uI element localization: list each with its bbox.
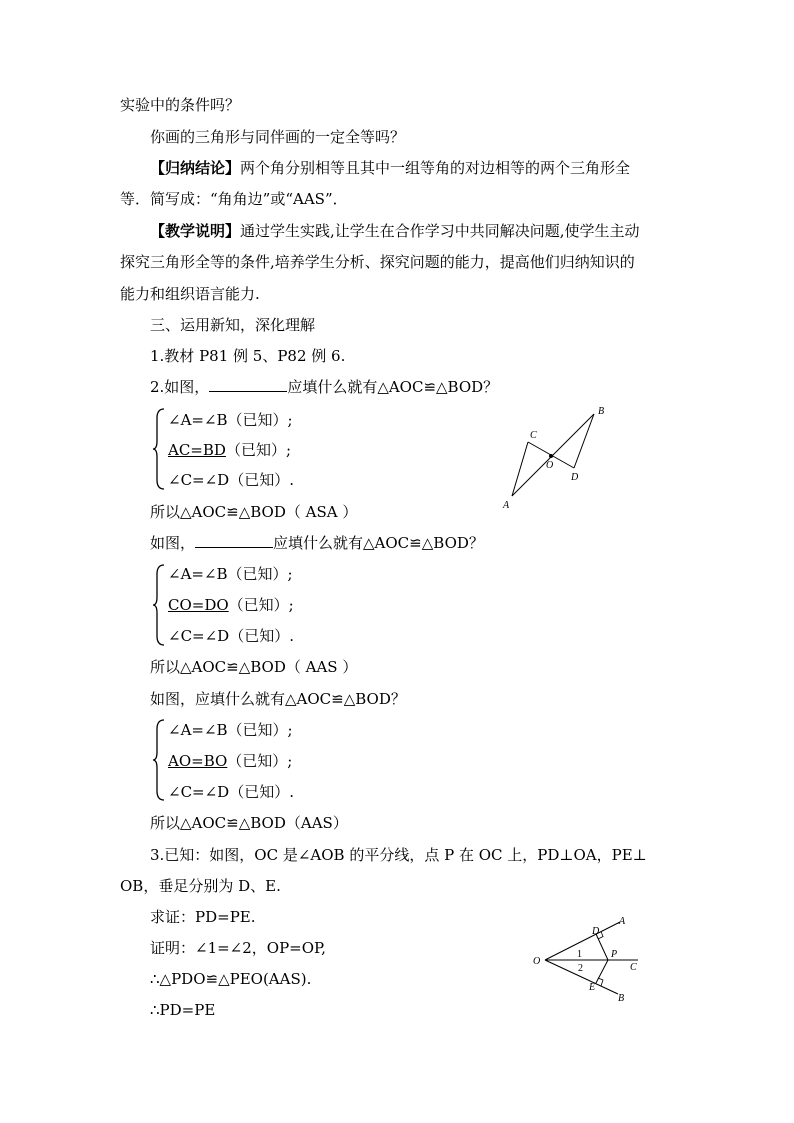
question-3-line-1: 3.已知：如图，OC 是∠AOB 的平分线，点 P 在 OC 上，PD⊥OA，PE⊥ bbox=[150, 846, 647, 864]
figure-1-label-d: D bbox=[571, 472, 579, 483]
case-3-line-1: ∠A=∠B（已知）; bbox=[168, 721, 293, 739]
figure-2-label-b: B bbox=[618, 993, 625, 1004]
teaching-note-text-1: 通过学生实践,让学生在合作学习中共同解决问题,使学生主动 bbox=[240, 222, 640, 240]
case-3-line-2 bbox=[168, 751, 292, 771]
question-2-suffix: 应填什么就有△AOC≌△BOD？ bbox=[287, 378, 499, 396]
answer-blank bbox=[209, 377, 287, 392]
figure-1-label-c: C bbox=[530, 430, 537, 441]
figure-2-diagram bbox=[530, 912, 650, 1007]
case-1-line-1: ∠A=∠B（已知）; bbox=[168, 411, 293, 429]
case-3-line-2-rest: （已知）; bbox=[227, 752, 293, 770]
figure-1-label-a: A bbox=[503, 500, 510, 511]
case-2-suffix: 应填什么就有△AOC≌△BOD？ bbox=[273, 534, 484, 552]
conclusion-paragraph bbox=[150, 158, 630, 178]
case-2-answer: CO=DO bbox=[168, 596, 229, 614]
figure-1-diagram bbox=[490, 400, 620, 515]
case-3-result: 所以△AOC≌△BOD（AAS） bbox=[150, 814, 348, 832]
question-2 bbox=[150, 377, 498, 397]
section-title: 三、运用新知，深化理解 bbox=[150, 316, 316, 334]
question-3-line-2: OB，垂足分别为 D、E. bbox=[120, 877, 281, 895]
case-3-question: 如图，应填什么就有△AOC≌△BOD？ bbox=[150, 690, 406, 708]
case-2-result: 所以△AOC≌△BOD（ AAS ） bbox=[150, 658, 358, 676]
figure-2-label-p: P bbox=[611, 949, 618, 960]
case-1-line-3: ∠C=∠D（已知）. bbox=[168, 471, 294, 489]
question-3-prove: 求证：PD=PE. bbox=[150, 908, 256, 926]
case-2-question bbox=[150, 533, 484, 553]
teaching-note-paragraph bbox=[150, 221, 640, 241]
teaching-note-text-3: 能力和组织语言能力. bbox=[120, 285, 260, 303]
case-2-line-1: ∠A=∠B（已知）; bbox=[168, 565, 293, 583]
case-2-prefix: 如图， bbox=[150, 534, 196, 552]
case-2-line-2-rest: （已知）; bbox=[228, 596, 294, 614]
case-1-line-2-rest: （已知）; bbox=[225, 441, 291, 459]
proof-line-3: ∴PD=PE bbox=[150, 1001, 216, 1019]
case-2-blank bbox=[195, 533, 273, 548]
intro-line: 实验中的条件吗？ bbox=[120, 96, 241, 114]
intro-question: 你画的三角形与同伴画的一定全等吗？ bbox=[150, 128, 406, 146]
case-1-line-2 bbox=[168, 440, 291, 460]
proof-line-2: ∴△PDO≌△PEO(AAS). bbox=[150, 970, 312, 988]
figure-2-label-2: 2 bbox=[578, 963, 583, 974]
case-1-result: 所以△AOC≌△BOD（ ASA ） bbox=[150, 503, 358, 521]
question-2-prefix: 2.如图， bbox=[150, 378, 210, 396]
teaching-note-label: 【教学说明】 bbox=[150, 222, 241, 240]
figure-2-label-e: E bbox=[589, 982, 596, 993]
brace-1 bbox=[152, 408, 166, 490]
brace-3 bbox=[152, 719, 166, 801]
conclusion-label: 【归纳结论】 bbox=[150, 159, 241, 177]
item-1: 1.教材 P81 例 5、P82 例 6. bbox=[150, 347, 346, 365]
figure-1-label-b: B bbox=[598, 406, 605, 417]
conclusion-text-1: 两个角分别相等且其中一组等角的对边相等的两个三角形全 bbox=[240, 159, 631, 177]
conclusion-text-2: 等．简写成：“角角边”或“AAS”． bbox=[120, 190, 348, 208]
figure-2-label-d: D bbox=[592, 926, 600, 937]
figure-2-label-1: 1 bbox=[577, 949, 582, 960]
figure-2-label-a: A bbox=[619, 916, 626, 927]
proof-line-1: 证明：∠1=∠2，OP=OP, bbox=[150, 939, 326, 957]
case-3-answer: AO=BO bbox=[168, 752, 228, 770]
case-2-line-3: ∠C=∠D（已知）. bbox=[168, 627, 294, 645]
figure-2-label-o: O bbox=[533, 956, 541, 967]
figure-2-label-c: C bbox=[630, 962, 637, 973]
teaching-note-text-2: 探究三角形全等的条件,培养学生分析、探究问题的能力，提高他们归纳知识的 bbox=[120, 253, 635, 271]
figure-1-label-o: O bbox=[546, 460, 554, 471]
case-2-line-2 bbox=[168, 595, 294, 615]
brace-2 bbox=[152, 564, 166, 646]
case-3-line-3: ∠C=∠D（已知）. bbox=[168, 783, 294, 801]
case-1-answer: AC=BD bbox=[168, 441, 226, 459]
